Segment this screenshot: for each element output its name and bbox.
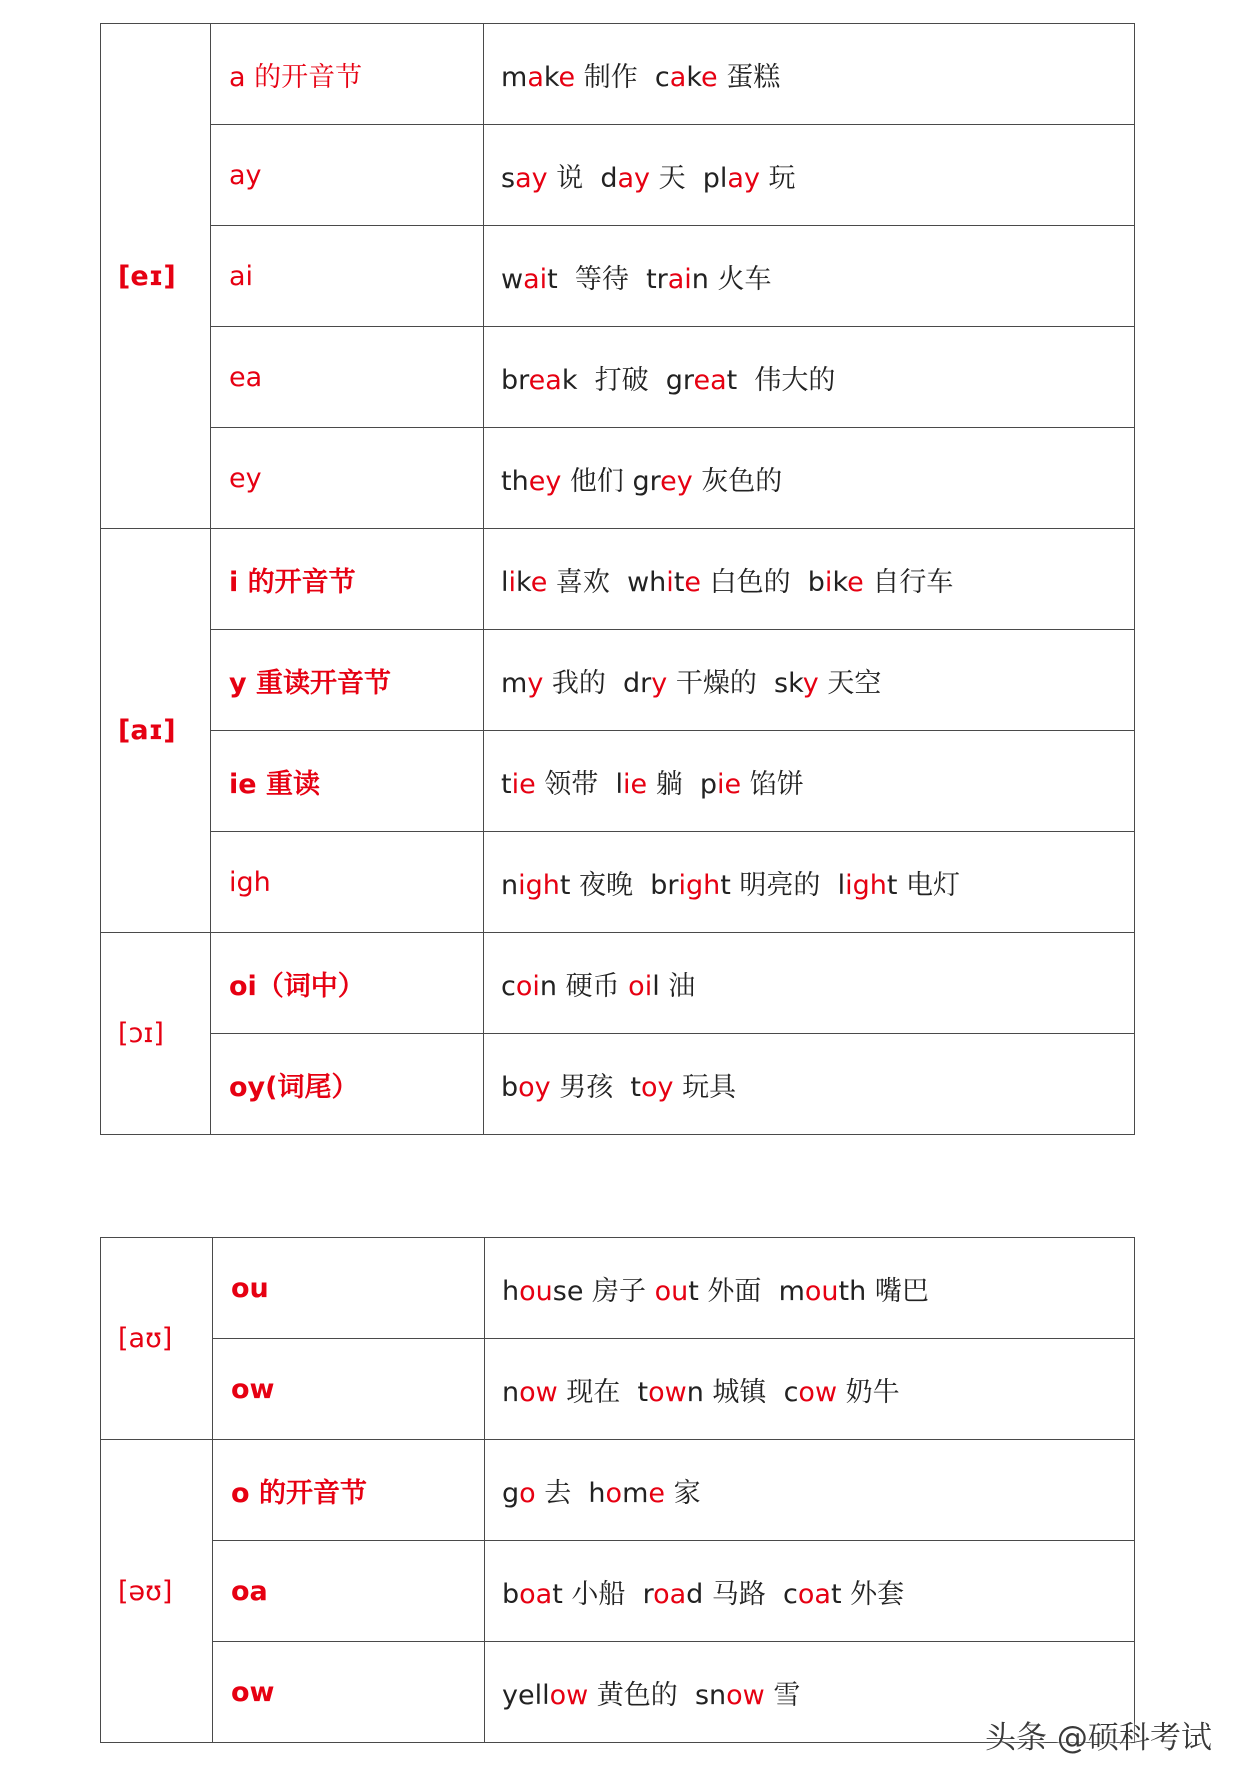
highlighted-letters: oa <box>797 1578 831 1610</box>
table-row <box>101 1034 1135 1135</box>
example-text: 黄色的 <box>588 1679 695 1711</box>
example-cell <box>484 24 1135 125</box>
highlighted-letters: e <box>530 566 548 598</box>
example-text: 白色的 <box>701 566 808 598</box>
spelling-cell: o 的开音节 <box>213 1440 485 1541</box>
table-row <box>101 226 1135 327</box>
table-row <box>101 1541 1135 1642</box>
example-text: t 等待 <box>547 263 647 295</box>
table-row <box>101 529 1135 630</box>
highlighted-letters: o <box>605 1477 623 1509</box>
table-row <box>101 1642 1135 1743</box>
spelling-cell: oi（词中） <box>211 933 484 1034</box>
example-text: 领带 <box>535 768 616 800</box>
highlighted-letters: oa <box>653 1578 687 1610</box>
example-text: s <box>501 162 516 194</box>
highlighted-letters: ie <box>622 768 648 800</box>
example-text: 家 <box>665 1477 701 1509</box>
example-text: dr <box>623 667 652 699</box>
example-text: 男孩 <box>550 1071 631 1103</box>
example-text: t 外面 <box>688 1275 779 1307</box>
example-text: k <box>686 61 702 93</box>
example-text: yell <box>502 1679 550 1711</box>
example-text: br <box>650 869 679 901</box>
example-text: h <box>502 1275 520 1307</box>
highlighted-letters: ou <box>654 1275 689 1307</box>
example-cell <box>484 226 1135 327</box>
example-text: 天 <box>650 162 703 194</box>
example-cell <box>484 327 1135 428</box>
highlighted-letters: igh <box>678 869 721 901</box>
example-text: se 房子 <box>552 1275 655 1307</box>
example-text: wh <box>627 566 667 598</box>
highlighted-letters: e <box>684 566 702 598</box>
example-text: 躺 <box>647 768 700 800</box>
spelling-cell: ea <box>211 327 484 428</box>
example-text: k <box>516 566 531 598</box>
highlighted-letters: ow <box>648 1376 687 1408</box>
example-text: l 油 <box>652 970 696 1002</box>
example-text: gr <box>665 364 694 396</box>
ipa-symbol-ai: [aɪ] <box>101 529 211 933</box>
spelling-cell: a 的开音节 <box>211 24 484 125</box>
spelling-cell: y 重读开音节 <box>211 630 484 731</box>
highlighted-letters: oa <box>519 1578 553 1610</box>
example-text: p <box>699 768 717 800</box>
example-cell <box>484 125 1135 226</box>
highlighted-letters: a <box>669 61 687 93</box>
example-text: tr <box>646 263 668 295</box>
example-cell <box>484 731 1135 832</box>
example-text: 制作 <box>575 61 655 93</box>
spelling-cell: i 的开音节 <box>211 529 484 630</box>
ipa-symbol-ei: [eɪ] <box>101 24 211 529</box>
ipa-symbol-ou: [əʊ] <box>101 1440 213 1743</box>
example-text: t <box>630 1071 641 1103</box>
table-row <box>101 630 1135 731</box>
highlighted-letters: ow <box>798 1376 838 1408</box>
example-text: b <box>502 1578 520 1610</box>
highlighted-letters: oy <box>518 1071 551 1103</box>
example-text: k 打破 <box>561 364 666 396</box>
example-cell <box>485 1339 1135 1440</box>
example-text: n <box>502 1376 520 1408</box>
example-text: 喜欢 <box>547 566 628 598</box>
highlighted-letters: oi <box>628 970 653 1002</box>
phonics-table-2 <box>100 1237 1135 1743</box>
example-text: 玩 <box>759 162 796 194</box>
ipa-symbol-oi: [ɔɪ] <box>101 933 211 1135</box>
example-text: 馅饼 <box>741 768 804 800</box>
highlighted-letters: ai <box>523 263 548 295</box>
table-row <box>101 731 1135 832</box>
example-cell <box>485 1541 1135 1642</box>
example-text: 说 <box>547 162 601 194</box>
spelling-cell: ou <box>213 1238 485 1339</box>
highlighted-letters: ey <box>528 465 562 497</box>
highlighted-letters: y <box>527 667 544 699</box>
example-text: t 明亮的 <box>720 869 838 901</box>
spelling-cell: ey <box>211 428 484 529</box>
example-cell <box>484 832 1135 933</box>
highlighted-letters: ea <box>528 364 562 396</box>
table-row <box>101 125 1135 226</box>
highlighted-letters: ou <box>804 1275 839 1307</box>
example-cell <box>484 529 1135 630</box>
example-text: t <box>673 566 685 598</box>
highlighted-letters: i <box>666 566 674 598</box>
example-text: n <box>501 869 519 901</box>
example-text: r <box>642 1578 654 1610</box>
highlighted-letters: e <box>648 1477 666 1509</box>
highlighted-letters: e <box>701 61 718 93</box>
example-text: 现在 <box>557 1376 638 1408</box>
example-cell <box>485 1440 1135 1541</box>
table-row <box>101 933 1135 1034</box>
spelling-cell: oa <box>213 1541 485 1642</box>
example-text: sn <box>694 1679 727 1711</box>
example-text: c <box>783 1578 798 1610</box>
example-text: b <box>501 1071 519 1103</box>
highlighted-letters: i <box>508 566 517 598</box>
spelling-cell: ow <box>213 1339 485 1440</box>
example-text: l <box>837 869 846 901</box>
example-text: t 小船 <box>552 1578 643 1610</box>
table-row <box>101 327 1135 428</box>
example-text: 他们 <box>561 465 633 497</box>
example-text: d <box>600 162 618 194</box>
example-text: 我的 <box>543 667 624 699</box>
highlighted-letters: ay <box>617 162 651 194</box>
example-text: 去 <box>535 1477 589 1509</box>
example-text: gr <box>632 465 661 497</box>
highlighted-letters: oi <box>515 970 540 1002</box>
highlighted-letters: ow <box>519 1376 558 1408</box>
highlighted-letters: y <box>802 667 819 699</box>
example-text: d 马路 <box>686 1578 784 1610</box>
example-text: 蛋糕 <box>717 61 781 93</box>
example-text: 玩具 <box>673 1071 737 1103</box>
example-text: t <box>637 1376 649 1408</box>
example-cell <box>484 630 1135 731</box>
highlighted-letters: ey <box>660 465 693 497</box>
highlighted-letters: ai <box>667 263 692 295</box>
example-text: l <box>615 768 623 800</box>
example-text: 自行车 <box>863 566 954 598</box>
example-cell <box>484 933 1135 1034</box>
example-text: t 电灯 <box>886 869 961 901</box>
example-text: th <box>501 465 529 497</box>
example-text: k <box>543 61 559 93</box>
example-text: br <box>501 364 529 396</box>
spelling-cell: igh <box>211 832 484 933</box>
highlighted-letters: o <box>519 1477 536 1509</box>
example-text: m <box>622 1477 649 1509</box>
example-text: c <box>783 1376 799 1408</box>
highlighted-letters: i <box>824 566 833 598</box>
example-text: c <box>501 970 516 1002</box>
example-text: k <box>832 566 848 598</box>
spelling-cell: ai <box>211 226 484 327</box>
example-text: m <box>501 667 528 699</box>
highlighted-letters: oy <box>640 1071 674 1103</box>
spelling-cell: ie 重读 <box>211 731 484 832</box>
example-text: b <box>807 566 825 598</box>
example-text: c <box>654 61 670 93</box>
example-cell <box>485 1238 1135 1339</box>
table-row <box>101 24 1135 125</box>
example-text: t 夜晚 <box>559 869 651 901</box>
highlighted-letters: ie <box>511 768 536 800</box>
example-text: th 嘴巴 <box>838 1275 929 1307</box>
highlighted-letters: ow <box>549 1679 589 1711</box>
example-text: 雪 <box>764 1679 801 1711</box>
example-text: l <box>501 566 509 598</box>
highlighted-letters: ay <box>515 162 548 194</box>
highlighted-letters: e <box>847 566 864 598</box>
example-text: t 伟大的 <box>726 364 836 396</box>
highlighted-letters: ea <box>693 364 727 396</box>
example-cell <box>484 428 1135 529</box>
example-cell <box>484 1034 1135 1135</box>
example-text: m <box>501 61 528 93</box>
example-text: 干燥的 <box>667 667 775 699</box>
example-text: m <box>778 1275 805 1307</box>
highlighted-letters: ay <box>727 162 760 194</box>
spelling-cell: ow <box>213 1642 485 1743</box>
watermark: 头条 @硕科考试 <box>985 1720 1212 1756</box>
example-text: 灰色的 <box>692 465 783 497</box>
spelling-cell: oy(词尾） <box>211 1034 484 1135</box>
highlighted-letters: ie <box>717 768 742 800</box>
table-row <box>101 428 1135 529</box>
example-text: w <box>501 263 524 295</box>
ipa-symbol-au: [aʊ] <box>101 1238 213 1440</box>
example-text: g <box>502 1477 520 1509</box>
table-row <box>101 1440 1135 1541</box>
highlighted-letters: a <box>527 61 544 93</box>
spelling-cell: ay <box>211 125 484 226</box>
example-text: h <box>588 1477 606 1509</box>
example-text: 奶牛 <box>837 1376 900 1408</box>
table-row <box>101 1339 1135 1440</box>
highlighted-letters: e <box>558 61 576 93</box>
highlighted-letters: ow <box>726 1679 765 1711</box>
highlighted-letters: y <box>651 667 668 699</box>
example-text: pl <box>702 162 728 194</box>
example-text: t <box>501 768 512 800</box>
table-row <box>101 832 1135 933</box>
example-text: 天空 <box>818 667 882 699</box>
example-text: sk <box>774 667 803 699</box>
highlighted-letters: igh <box>845 869 887 901</box>
phonics-table-1 <box>100 23 1135 1135</box>
highlighted-letters: ou <box>519 1275 553 1307</box>
example-text: n 城镇 <box>686 1376 784 1408</box>
highlighted-letters: igh <box>518 869 560 901</box>
example-text: n 硬币 <box>539 970 629 1002</box>
table-row <box>101 1238 1135 1339</box>
example-text: n 火车 <box>691 263 772 295</box>
example-text: t 外套 <box>830 1578 905 1610</box>
